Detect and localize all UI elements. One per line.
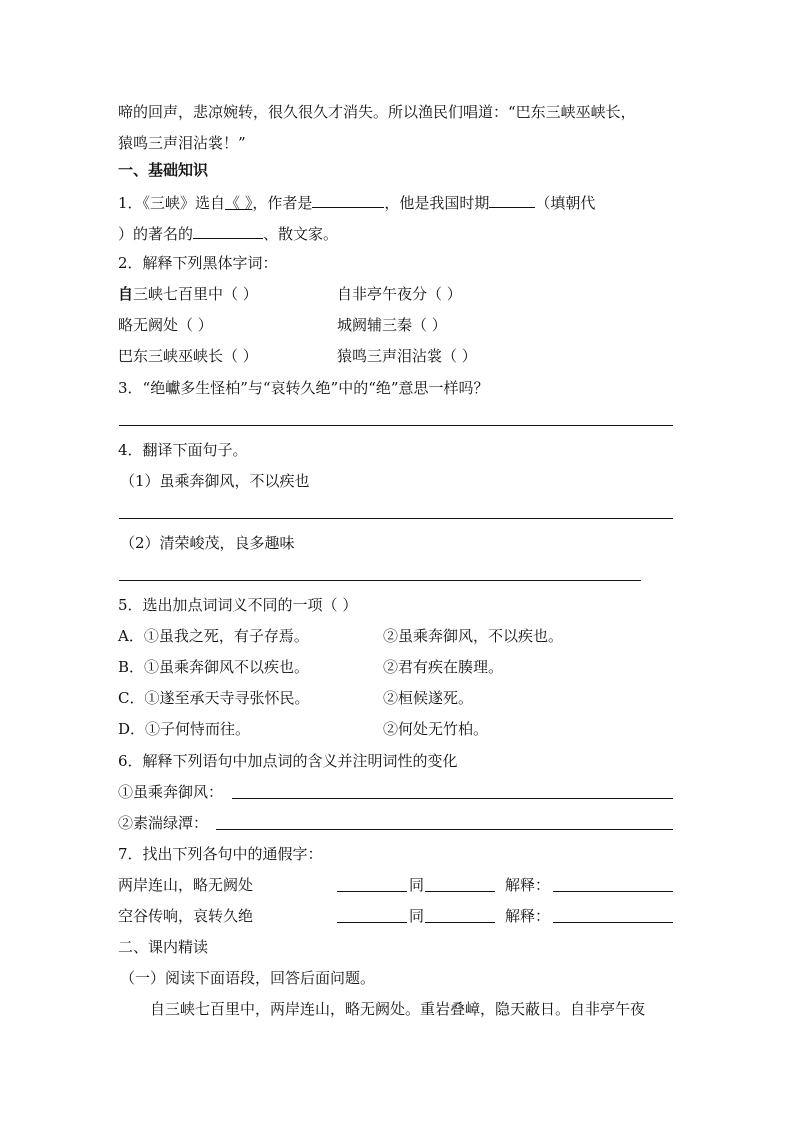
q7-row-1-explain: 解释： xyxy=(505,876,551,894)
q6-answer-line-a[interactable] xyxy=(232,798,673,799)
intro-line-2: 猿鸣三声泪沾裳！” xyxy=(118,134,246,152)
question-3: 3．“绝巘多生怪柏”与“哀转久绝”中的“绝”意思一样吗？ xyxy=(118,379,489,397)
q2-item-5: 巴东三峡巫峡长（ ） xyxy=(118,347,258,365)
q7-row-1-blank-1[interactable] xyxy=(337,891,407,892)
q7-row-2-explain: 解释： xyxy=(505,907,551,925)
q2-item-6: 猿鸣三声泪沾裳（ ） xyxy=(337,347,477,365)
q1-dynasty-blank[interactable] xyxy=(489,191,535,208)
question-1-line-2 xyxy=(118,222,338,244)
q6-item-b: ②素湍绿潭： xyxy=(118,814,209,832)
question-2-stem: 2．解释下列黑体字词： xyxy=(118,254,278,272)
q2-item-3: 略无阙处（ ） xyxy=(118,316,213,334)
q5-option-a-left: A．①虽我之死，有子存焉。 xyxy=(118,627,309,645)
q7-row-2-same: 同 xyxy=(409,907,425,925)
q7-row-1-sentence: 两岸连山，略无阙处 xyxy=(118,876,254,894)
q2-item-1-text: 三峡七百里中（ ） xyxy=(133,285,258,303)
question-7-stem: 7．找出下列各句中的通假字： xyxy=(118,845,323,863)
section-heading-reading: 二、课内精读 xyxy=(118,938,209,956)
question-1-line-1 xyxy=(118,191,595,213)
q5-option-c-right: ②桓候遂死。 xyxy=(383,689,474,707)
section-heading-basics: 一、基础知识 xyxy=(118,161,209,179)
q5-option-d-right: ②何处无竹柏。 xyxy=(383,720,489,738)
reading-passage: 自三峡七百里中，两岸连山，略无阙处。重岩叠嶂，隐天蔽日。自非亭午夜 xyxy=(150,1000,646,1018)
q1-part1: 1．《三峡》选自 xyxy=(118,194,226,212)
q4-sentence-2: （2）清荣峻茂，良多趣味 xyxy=(120,534,295,552)
q7-row-2-blank-2[interactable] xyxy=(425,922,495,923)
q4-answer-line-1[interactable] xyxy=(119,518,673,519)
question-5-stem: 5．选出加点词词义不同的一项（ ） xyxy=(118,596,358,614)
q7-row-1-blank-2[interactable] xyxy=(425,891,495,892)
q1-book-blank: 《 》 xyxy=(225,194,253,212)
question-4-stem: 4．翻译下面句子。 xyxy=(118,441,248,459)
q1-part4: （填朝代 xyxy=(535,194,596,212)
intro-line-1: 啼的回声，悲凉婉转，很久很久才消失。所以渔民们唱道：“巴东三峡巫峡长， xyxy=(118,103,636,121)
q5-option-a-right: ②虽乘奔御风，不以疾也。 xyxy=(383,627,564,645)
q5-option-c-left: C．①遂至承天寺寻张怀民。 xyxy=(118,689,310,707)
q2-item-1 xyxy=(118,284,258,304)
q4-sentence-1: （1）虽乘奔御风，不以疾也 xyxy=(120,472,310,490)
q1-identity-blank[interactable] xyxy=(193,222,263,239)
q2-item-1-bold: 自 xyxy=(118,285,134,303)
q7-row-1-same: 同 xyxy=(409,876,425,894)
q7-row-2-blank-3[interactable] xyxy=(553,922,673,923)
q5-option-d-left: D．①子何恃而往。 xyxy=(118,720,251,738)
q5-option-b-left: B．①虽乘奔御风不以疾也。 xyxy=(118,658,310,676)
q2-item-4: 城阙辅三秦（ ） xyxy=(337,316,447,334)
q1-part2: ，作者是 xyxy=(252,194,313,212)
q7-row-1-blank-3[interactable] xyxy=(553,891,673,892)
question-6-stem: 6．解释下列语句中加点词的含义并注明词性的变化 xyxy=(118,752,458,770)
q7-row-2-sentence: 空谷传响，哀转久绝 xyxy=(118,907,254,925)
q1-part5: ）的著名的 xyxy=(118,225,194,243)
q6-item-a: ①虽乘奔御风： xyxy=(118,783,224,801)
q1-part6: 、散文家。 xyxy=(263,225,339,243)
q5-option-b-right: ②君有疾在腠理。 xyxy=(383,658,504,676)
q4-answer-line-2[interactable] xyxy=(119,580,641,581)
reading-instruction: （一）阅读下面语段，回答后面问题。 xyxy=(120,969,376,987)
q7-row-2-blank-1[interactable] xyxy=(337,922,407,923)
q6-answer-line-b[interactable] xyxy=(216,829,673,830)
q3-answer-line[interactable] xyxy=(119,425,673,426)
q1-author-blank[interactable] xyxy=(312,191,384,208)
q2-item-2: 自非亭午夜分（ ） xyxy=(337,285,462,303)
q1-part3: ，他是我国时期 xyxy=(384,194,490,212)
